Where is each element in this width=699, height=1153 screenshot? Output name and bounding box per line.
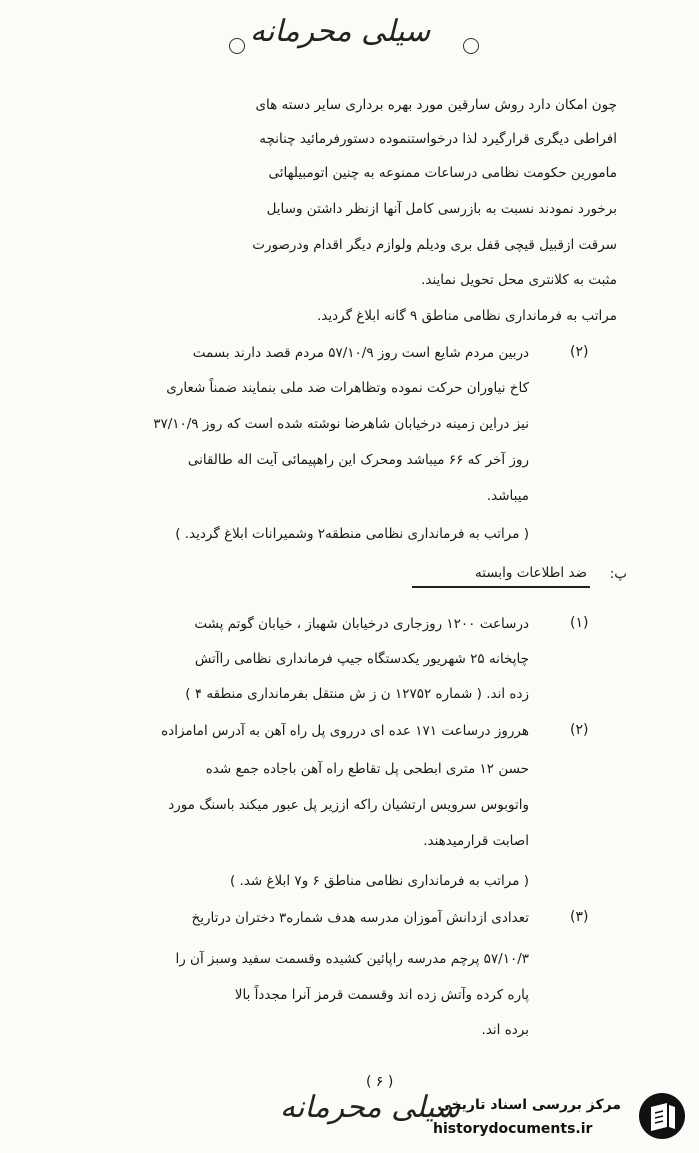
body-line: ۵۷/۱۰/۳ پرچم مدرسه راپائین کشیده وقسمت سفید وسبز آن را (175, 951, 529, 967)
body-line: حسن ۱۲ متری ابطحی پل تقاطع راه آهن باجاده جمع شده (205, 761, 529, 777)
item-number: (۲) (570, 344, 589, 360)
body-line: دربین مردم شایع است روز ۵۷/۱۰/۹ مردم قصد دارند بسمت (192, 345, 529, 361)
body-note: ( مراتب به فرمانداری نظامی منطقه۲ وشمیرانات ابلاغ گردید. ) (175, 526, 529, 542)
body-line: نیز دراین زمینه درخیابان شاهرضا نوشته شده است که روز ۳۷/۱۰/۹ (153, 416, 529, 432)
confidential-stamp-top: سیلی محرمانه (250, 14, 431, 49)
body-line: هرروز درساعت ۱۷۱ عده ای درروی پل راه آهن به آدرس امامزاده (161, 723, 529, 739)
body-line: روز آخر که ۶۶ میباشد ومحرک این راهپیمائی آیت اله طالقانی (187, 452, 529, 468)
item-number: (۲) (570, 722, 589, 738)
body-note: مراتب به فرمانداری نظامی مناطق ۹ گانه ابلاغ گردید. (316, 308, 617, 324)
body-line: تعدادی ازدانش آموزان مدرسه هدف شماره۳ دختران درتاریخ (191, 910, 529, 926)
body-line: برده اند. (481, 1022, 529, 1038)
body-line: درساعت ۱۲۰۰ روزجاری درخیابان شهباز ، خیابان گوتم پشت (194, 616, 529, 632)
body-line: کاخ نیاوران حرکت نموده وتظاهرات ضد ملی بنمایند ضمناً شعاری (166, 380, 529, 396)
archive-logo-icon (637, 1091, 687, 1141)
punch-hole-left (229, 38, 245, 54)
section-label: پ: (609, 566, 627, 582)
body-line: واتوبوس سرویس ارتشیان راکه اززیر پل عبور میکند باسنگ مورد (168, 797, 529, 813)
confidential-stamp-bottom: سیلی محرمانه (280, 1090, 461, 1125)
body-line: مثبت به کلانتری محل تحویل نمایند. (421, 272, 617, 288)
body-line: مامورین حکومت نظامی درساعات ممنوعه به چنین اتومبیلهائی (268, 165, 617, 181)
body-line: پاره کرده وآتش زده اند وقسمت قرمز آنرا مجدداً بالا (234, 987, 529, 1003)
watermark-url: historydocuments.ir (433, 1121, 593, 1137)
body-line: افراطی دیگری قرارگیرد لذا درخواستنموده دستورفرمائید چنانچه (259, 131, 617, 147)
body-line: سرقت ازقبیل قیچی قفل بری ودیلم ولوازم دیگر اقدام ودرصورت (252, 237, 617, 253)
body-line: چون امکان دارد روش سارقین مورد بهره برداری سایر دسته های (255, 97, 617, 113)
item-number: (۱) (570, 615, 589, 631)
body-line: چاپخانه ۲۵ شهریور یکدستگاه جیپ فرمانداری نظامی راآتش (194, 651, 529, 667)
body-line: اصابت قرارمیدهند. (423, 833, 529, 849)
body-note: ( مراتب به فرمانداری نظامی مناطق ۶ و۷ ابلاغ شد. ) (229, 873, 529, 889)
item-number: (۳) (570, 909, 589, 925)
body-line: زده اند. ( شماره ۱۲۷۵۲ ن ز ش منتقل بفرمانداری منطقه ۴ ) (185, 686, 529, 702)
section-underline (412, 586, 590, 588)
watermark-text: مرکز بررسی اسناد تاریخی (437, 1097, 621, 1113)
body-line: برخورد نمودند نسبت به بازرسی کامل آنها ازنظر داشتن وسایل (266, 201, 617, 217)
section-title: ضد اطلاعات وابسته (475, 565, 587, 581)
punch-hole-right (463, 38, 479, 54)
page-number: ( ۶ ) (366, 1074, 394, 1090)
body-line: میباشد. (486, 488, 529, 504)
